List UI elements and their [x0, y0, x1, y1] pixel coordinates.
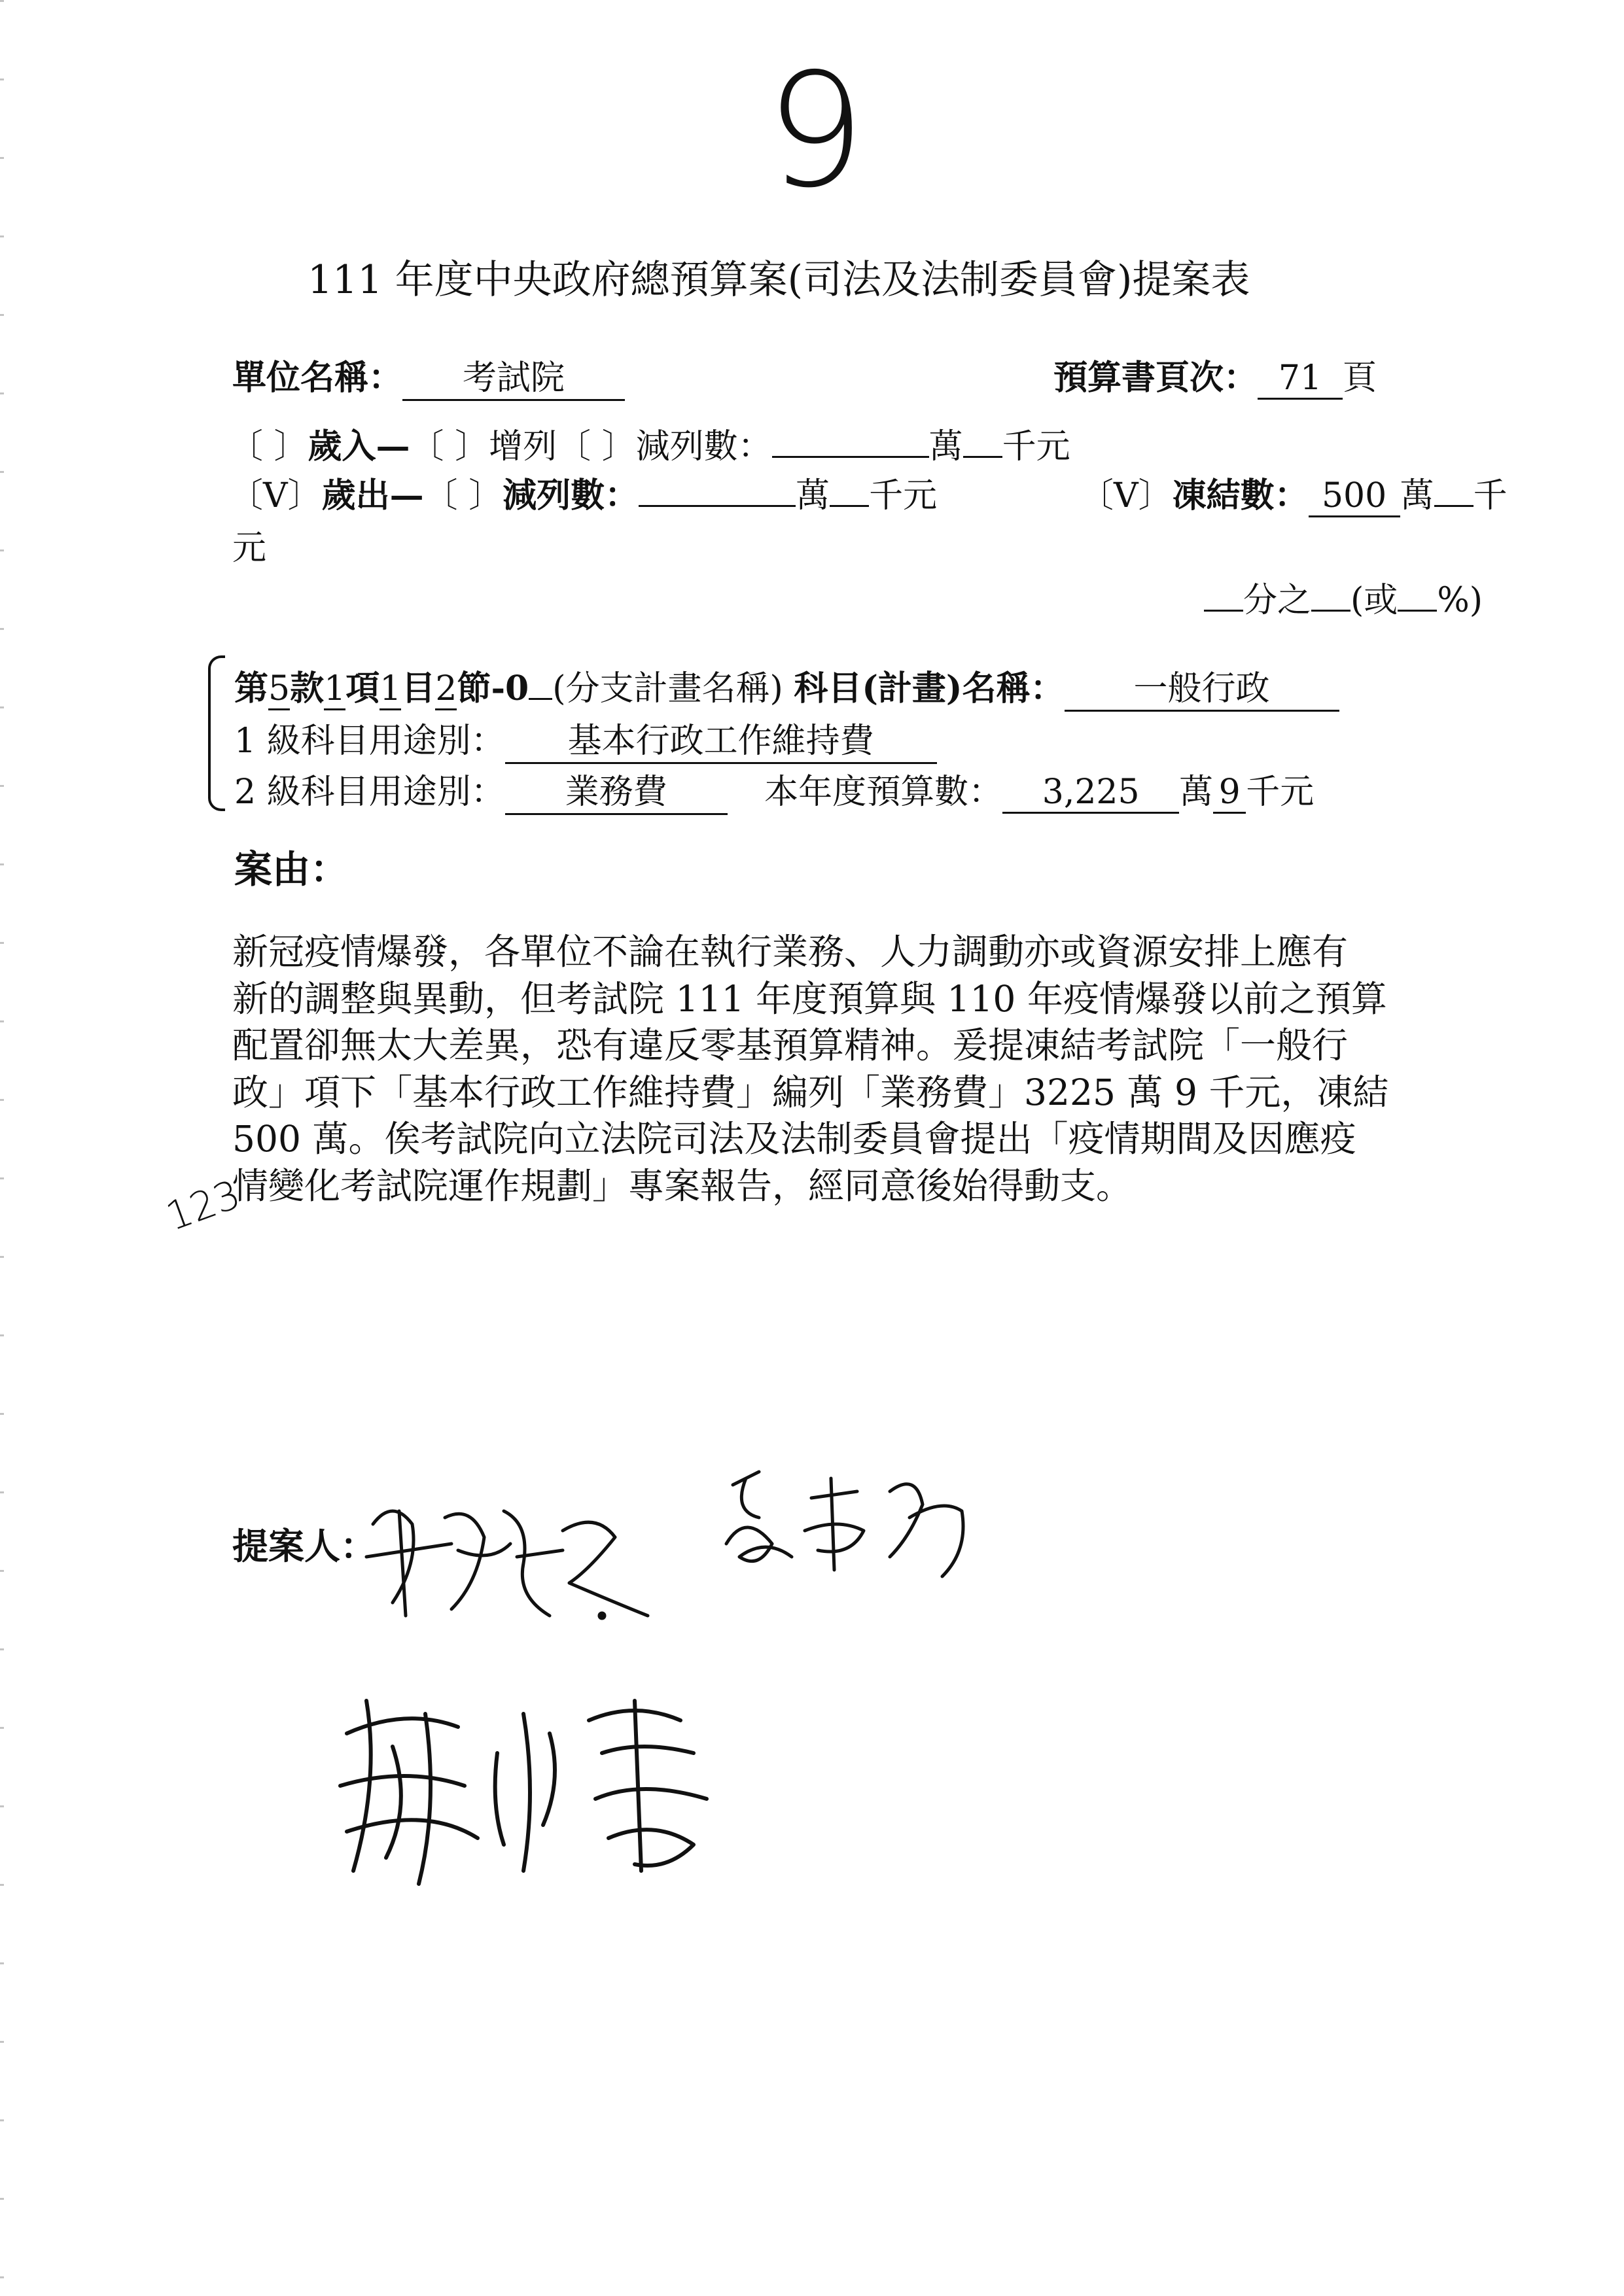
ratio-blank-3 — [1398, 576, 1437, 612]
level2-unit1: 萬 — [1179, 773, 1214, 812]
reason-line: 500 萬。俟考試院向立法院司法及法制委員會提出「疫情期間及因應疫 — [232, 1118, 1356, 1160]
signature-3 — [327, 1675, 733, 1890]
budget-page-row — [1053, 350, 1377, 400]
expense-check: 〔V〕 — [229, 476, 322, 515]
unit-row — [232, 350, 625, 401]
freeze-label: 凍結數： — [1172, 476, 1309, 515]
freeze-unit1: 萬 — [1400, 476, 1434, 515]
reason-line: 新的調整與異動，但考試院 111 年度預算與 110 年疫情爆發以前之預算 — [232, 977, 1387, 1020]
reason-line: 新冠疫情爆發，各單位不論在執行業務、人力調動亦或資源安排上應有 — [232, 931, 1349, 973]
account-xiang: 1 — [324, 669, 345, 710]
level1-row — [234, 713, 937, 764]
scan-edge — [0, 0, 4, 2296]
account-p5: 節-0 — [457, 669, 529, 708]
account-p1: 第 — [234, 669, 269, 708]
level2-budget-label: 本年度預算數： — [764, 773, 1003, 812]
revenue-qian-blank — [963, 422, 1002, 458]
revenue-row — [229, 419, 1070, 468]
expense-opt: 減列數： — [503, 476, 639, 515]
expense-opt-check: 〔 〕 — [423, 476, 503, 515]
revenue-label: 歲入— — [308, 426, 410, 466]
level1-label: 1 級科目用途別： — [234, 722, 505, 761]
freeze-unit2: 千 — [1473, 476, 1508, 515]
account-jie: 2 — [435, 669, 457, 710]
level2-unit2: 千元 — [1246, 773, 1315, 812]
freeze-row — [1080, 468, 1508, 517]
freeze-check: 〔V〕 — [1080, 476, 1173, 515]
account-p7: 科目(計畫)名稱： — [794, 669, 1065, 708]
revenue-unit1: 萬 — [928, 427, 963, 466]
account-p2: 款 — [290, 669, 325, 708]
account-mu: 1 — [380, 669, 401, 710]
freeze-qian-blank — [1434, 471, 1474, 507]
freeze-unit-wrap: 元 — [232, 529, 267, 568]
ratio-part3: %) — [1437, 581, 1483, 620]
ratio-row — [1204, 572, 1483, 621]
account-p3: 項 — [345, 669, 380, 708]
revenue-opt1: 增列 — [489, 427, 557, 466]
revenue-opt1-check: 〔 〕 — [410, 427, 489, 466]
expense-unit1: 萬 — [796, 476, 830, 515]
budget-page-value: 71 — [1258, 358, 1343, 400]
budget-page-suffix: 頁 — [1343, 358, 1377, 398]
expense-label: 歲出— — [321, 476, 424, 515]
revenue-opt2: 減列數： — [635, 427, 772, 466]
expense-unit2: 千元 — [869, 476, 938, 515]
proposer-label: 提案人： — [232, 1525, 377, 1567]
ratio-blank-2 — [1311, 576, 1350, 612]
revenue-amount-blank — [772, 422, 929, 458]
account-blank — [529, 664, 552, 700]
unit-value: 考試院 — [402, 350, 625, 401]
margin-note: 123 — [160, 1171, 247, 1240]
account-brace — [208, 655, 225, 811]
level2-label: 2 級科目用途別： — [234, 773, 505, 812]
unit-label: 單位名稱： — [232, 358, 403, 398]
level2-value: 業務費 — [505, 764, 728, 815]
reason-line: 情變化考試院運作規劃」專案報告，經同意後始得動支。 — [232, 1164, 1133, 1207]
budget-page-label: 預算書頁次： — [1053, 358, 1258, 398]
freeze-value: 500 — [1309, 476, 1400, 517]
reason-paragraph — [232, 929, 1449, 1209]
signature-1 — [353, 1485, 667, 1635]
expense-qian-blank — [830, 471, 869, 507]
level2-row — [234, 764, 1314, 815]
ratio-part1: 分之 — [1243, 581, 1312, 620]
revenue-unit2: 千元 — [1002, 427, 1070, 466]
ratio-part2: (或 — [1350, 581, 1398, 620]
level2-budget-value: 3,225 — [1002, 773, 1179, 814]
reason-heading: 案由： — [234, 847, 349, 892]
revenue-check: 〔 〕 — [229, 427, 308, 466]
signature-2 — [720, 1459, 995, 1590]
account-name: 一般行政 — [1065, 661, 1339, 712]
ratio-blank-1 — [1204, 576, 1243, 612]
expense-row — [229, 468, 937, 517]
level2-qian: 9 — [1213, 773, 1246, 814]
account-p6: (分支計畫名稱) — [552, 669, 783, 708]
page-title: 111 年度中央政府總預算案(司法及法制委員會)提案表 — [308, 257, 1250, 303]
level1-value: 基本行政工作維持費 — [505, 713, 937, 764]
reason-line: 政」項下「基本行政工作維持費」編列「業務費」3225 萬 9 千元，凍結 — [232, 1071, 1389, 1113]
revenue-opt2-check: 〔 〕 — [557, 427, 636, 466]
reason-line: 配置卻無太大差異，恐有違反零基預算精神。爰提凍結考試院「一般行 — [232, 1024, 1349, 1066]
expense-amount-blank — [639, 471, 796, 507]
page-number: 9 — [766, 39, 866, 222]
account-row — [234, 661, 1339, 712]
account-kuan: 5 — [268, 669, 290, 710]
account-p4: 目 — [401, 669, 436, 708]
